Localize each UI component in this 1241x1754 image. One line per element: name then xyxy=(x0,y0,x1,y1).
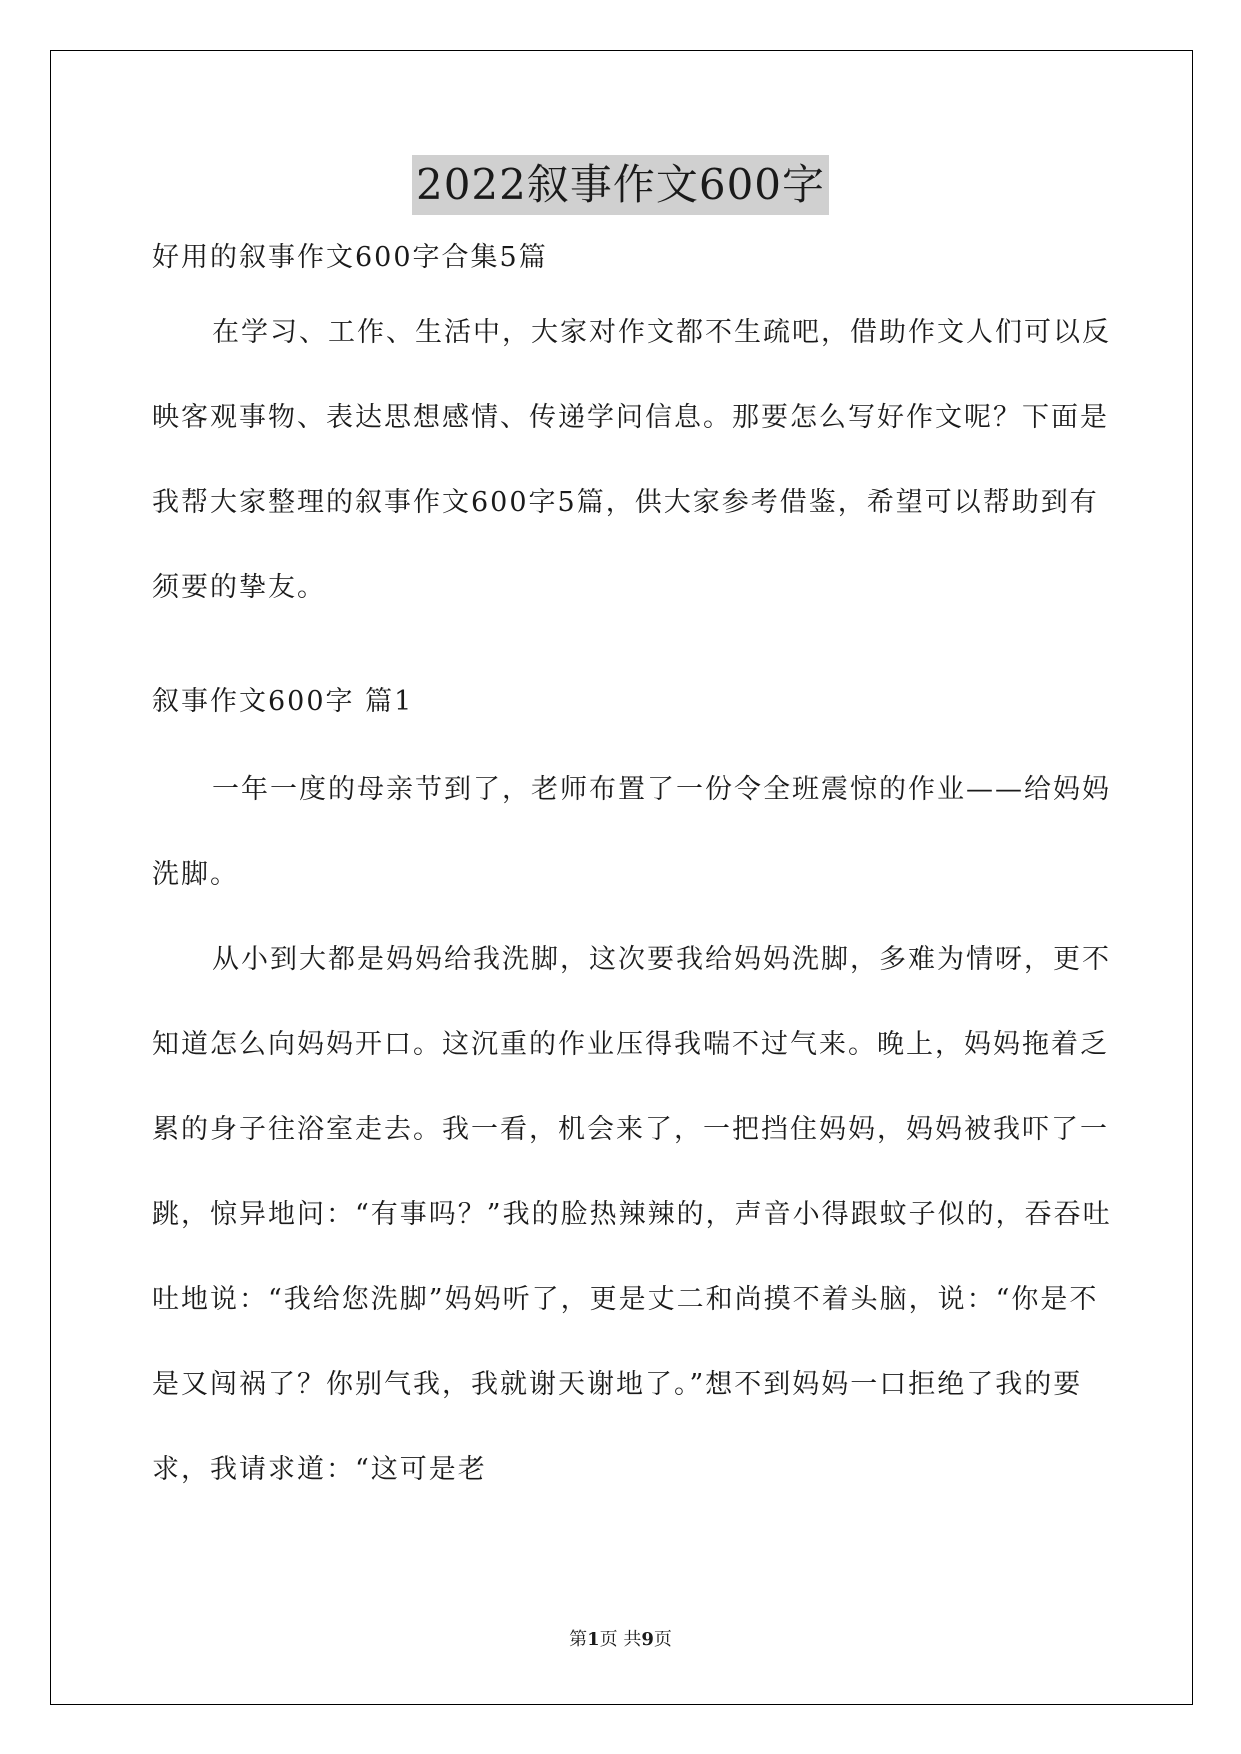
body-paragraph-2: 从小到大都是妈妈给我洗脚，这次要我给妈妈洗脚，多难为情呀，更不知道怎么向妈妈开口。这沉重的作业压得我喘不过气来。晚上，妈妈拖着乏累的身子往浴室走去。我一看，机会来了，一把挡住妈妈，妈妈被我吓了一跳，惊异地问：“有事吗？”我的脸热辣辣的，声音小得跟蚊子似的，吞吞吐吐地说：“我给您洗脚”妈妈听了，更是丈二和尚摸不着头脑，说：“你是不是又闯祸了？你别气我，我就谢天谢地了。”想不到妈妈一口拒绝了我的要求，我请求道：“这可是老 xyxy=(152,944,1112,1485)
footer-prefix: 第 xyxy=(569,1629,588,1650)
section-heading: 叙事作文600字 篇1 xyxy=(152,686,414,717)
body-paragraph-1: 一年一度的母亲节到了，老师布置了一份令全班震惊的作业——给妈妈洗脚。 xyxy=(152,774,1111,890)
title-wrap xyxy=(0,155,1241,215)
footer-page-total: 9 xyxy=(641,1629,654,1650)
page-footer xyxy=(0,1628,1241,1652)
footer-page-current: 1 xyxy=(587,1629,600,1650)
intro-paragraph: 在学习、工作、生活中，大家对作文都不生疏吧，借助作文人们可以反映客观事物、表达思想感情、传递学问信息。那要怎么写好作文呢？下面是我帮大家整理的叙事作文600字5篇，供大家参考借鉴，希望可以帮助到有须要的挚友。 xyxy=(152,317,1111,603)
document-title: 2022叙事作文600字 xyxy=(412,155,829,215)
footer-suffix: 页 xyxy=(653,1629,672,1650)
footer-mid: 页 共 xyxy=(599,1629,642,1650)
document-subtitle: 好用的叙事作文600字合集5篇 xyxy=(152,242,548,273)
